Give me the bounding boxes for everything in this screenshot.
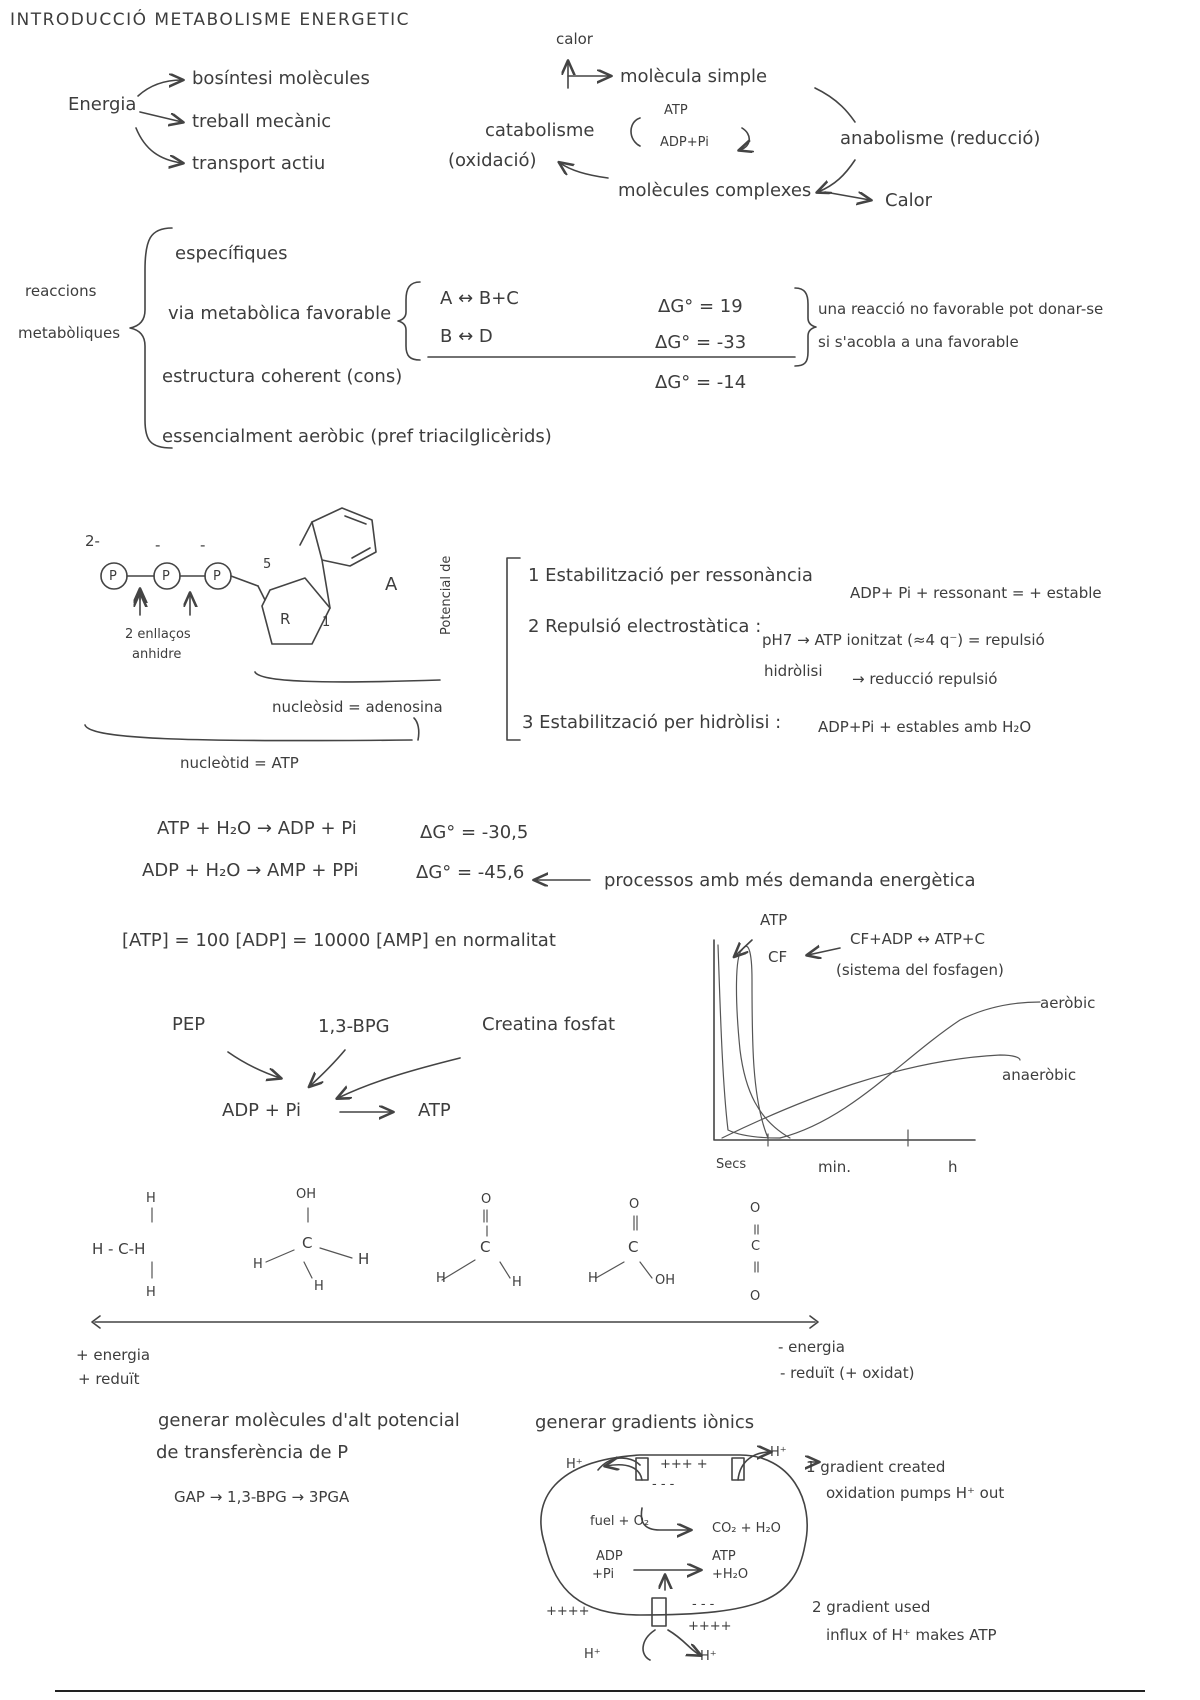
atp-phosphate-3: P [213,569,221,584]
reactions-label-1: reaccions [25,282,97,300]
graph-x-secs: Secs [716,1157,747,1172]
reactions-label-2: metabòliques [18,324,121,342]
formaldehyde-h-left: H [436,1271,446,1286]
graph-atp-label: ATP [760,911,788,929]
atp-nucleotide: nucleòtid = ATP [180,754,299,772]
graph-anaerobic: anaeròbic [1002,1066,1077,1084]
co2-o-top: O [750,1201,761,1216]
methanol-oh: OH [296,1187,317,1202]
more-energy: + energia [76,1346,151,1364]
gradient-h-top-left: H⁺ [566,1457,583,1472]
co2-o-bottom: O [750,1289,761,1304]
formaldehyde-h-right: H [512,1275,522,1290]
formic-acid-oh: OH [655,1273,676,1288]
gradient-h-bottom-right: H⁺ [700,1649,717,1664]
gradient-atp-1: ATP [712,1549,736,1564]
atp-nucleoside: nucleòsid = adenosina [272,698,443,716]
transfer-line-1: generar molècules d'alt potencial [158,1410,460,1431]
cycle-complex-molecules: molècules complexes [618,180,812,201]
molecule-bonds [92,1208,818,1328]
reactions-item-4: essencialment aeròbic (pref triacilglicèrids) [162,426,552,447]
proton-gradient-diagram [541,1452,818,1660]
graph-x-h: h [948,1158,958,1176]
source-creatine-phosphate: Creatina fosfat [482,1014,616,1035]
formic-acid-h: H [588,1271,598,1286]
gradient-note-1-line-1: 1 gradient created [806,1458,946,1476]
atp-phosphate-1: P [109,569,117,584]
source-product: ATP [418,1100,451,1121]
methanol-c: C [302,1234,313,1252]
hydrolysis-note: processos amb més demanda energètica [604,870,976,891]
reactions-item-2: via metabòlica favorable [168,303,392,324]
cycle-oxidation: (oxidació) [448,150,537,171]
atp-carbon-1: 1 [322,615,331,630]
less-energy: - energia [778,1338,845,1356]
atp-minus-1: - [155,536,161,554]
atp-carbon-5: 5 [263,557,272,572]
atp-bonds-2: anhidre [132,647,182,662]
reaction-eq-2: B ↔ D [440,326,493,347]
gradient-fuel: fuel + O₂ [590,1514,650,1529]
methane-h-left: H [92,1240,104,1258]
potential-item-2-detail-2a: hidròlisi [764,662,823,680]
formic-acid-c: C [628,1238,639,1256]
page-title: INTRODUCCIÓ METABOLISME ENERGETIC [10,10,411,30]
graph-cf-system: (sistema del fosfagen) [836,961,1004,979]
atp-minus-2: - [200,536,206,554]
gradient-minus-bottom: - - - [692,1597,715,1612]
atp-ribose: R [280,610,291,628]
transfer-chain: GAP → 1,3-BPG → 3PGA [174,1488,350,1506]
formaldehyde-o: O [481,1192,492,1207]
potential-vertical-label: Potencial de [439,555,454,635]
source-pep: PEP [172,1014,206,1035]
gradient-products: CO₂ + H₂O [712,1521,781,1536]
potential-item-2-detail-2b: → reducció repulsió [852,670,998,688]
reaction-note-1: una reacció no favorable pot donar-se [818,300,1104,318]
gradient-minus-top: - - - [652,1477,675,1492]
page-bottom-rule [55,1690,1145,1692]
co2-c: C [751,1239,761,1254]
more-reduced: + reduït [78,1370,140,1388]
methane-h-top: H [146,1191,156,1206]
gradient-plus-top: +++ + [660,1457,708,1472]
atp-charge: 2- [85,532,100,550]
cycle-simple-molecule: molècula simple [620,66,768,87]
atp-phosphate-2: P [162,569,170,584]
gradient-adp-2: +Pi [592,1567,615,1582]
energy-arrows [136,80,182,163]
methane-center: - C-H [108,1240,146,1258]
formic-acid-o: O [629,1197,640,1212]
methane-h-bottom: H [146,1285,156,1300]
energy-use-2: treball mecànic [192,111,332,132]
gradients-title: generar gradients iònics [535,1412,755,1433]
potential-item-3: 3 Estabilització per hidròlisi : [522,712,782,733]
potential-item-2: 2 Repulsió electrostàtica : [528,616,762,637]
gradient-note-2-line-2: influx of H⁺ makes ATP [826,1626,997,1644]
gradient-h-bottom-left: H⁺ [584,1647,601,1662]
methanol-h-left: H [253,1257,263,1272]
reaction-note-2: si s'acobla a una favorable [818,333,1019,351]
methanol-h-bottom: H [314,1279,324,1294]
graph-x-min: min. [818,1158,852,1176]
cycle-catabolism: catabolisme [485,120,595,141]
gradient-h-top-right: H⁺ [770,1445,787,1460]
potential-item-1-detail: ADP+ Pi + ressonant = + estable [850,584,1102,602]
potential-bracket [507,558,520,740]
energy-use-1: bosíntesi molècules [192,68,370,89]
reaction-eq-1: A ↔ B+C [440,288,519,309]
atp-adenine: A [385,574,398,595]
gradient-plus-left: ++++ [546,1604,590,1619]
reaction-dg-2: ΔG° = -33 [655,332,747,353]
cycle-atp: ATP [664,103,688,118]
cycle-anabolism: anabolisme (reducció) [840,128,1041,149]
energy-use-3: transport actiu [192,153,326,174]
source-bpg: 1,3-BPG [318,1016,390,1037]
potential-item-3-detail: ADP+Pi + estables amb H₂O [818,718,1032,736]
reaction-dg-1: ΔG° = 19 [658,296,743,317]
graph-cf-reaction: CF+ADP ↔ ATP+C [850,930,985,948]
gradient-note-1-line-2: oxidation pumps H⁺ out [826,1484,1005,1502]
hydrolysis-dg-1: ΔG° = -30,5 [420,822,529,843]
potential-item-1: 1 Estabilització per ressonància [528,565,813,586]
reactions-item-1: específiques [175,243,288,264]
gradient-adp-1: ADP [596,1549,623,1564]
hydrolysis-reaction-2: ADP + H₂O → AMP + PPi [142,860,359,881]
formaldehyde-c: C [480,1238,491,1256]
energy-label: Energia [68,94,137,115]
source-reaction: ADP + Pi [222,1100,302,1121]
graph-aerobic: aeròbic [1040,994,1096,1012]
methanol-h-right: H [358,1250,370,1268]
gradient-plus-bottom: ++++ [688,1619,732,1634]
cycle-heat-top: calor [556,30,593,48]
less-reduced: - reduït (+ oxidat) [780,1364,915,1382]
cycle-heat-bottom: Calor [885,190,933,211]
atp-ratio: [ATP] = 100 [ADP] = 10000 [AMP] en normalitat [122,930,556,951]
gradient-atp-2: +H₂O [712,1567,749,1582]
atp-bonds-1: 2 enllaços [125,627,191,642]
graph-cf-label: CF [768,948,788,966]
cycle-adp: ADP+Pi [660,135,709,150]
hydrolysis-reaction-1: ATP + H₂O → ADP + Pi [157,818,357,839]
reactions-item-3: estructura coherent (cons) [162,366,403,387]
hydrolysis-dg-2: ΔG° = -45,6 [416,862,525,883]
gradient-note-2-line-1: 2 gradient used [812,1598,931,1616]
reaction-dg-total: ΔG° = -14 [655,372,747,393]
transfer-line-2: de transferència de P [156,1442,349,1463]
potential-item-2-detail-1: pH7 → ATP ionitzat (≈4 q⁻) = repulsió [762,631,1045,649]
